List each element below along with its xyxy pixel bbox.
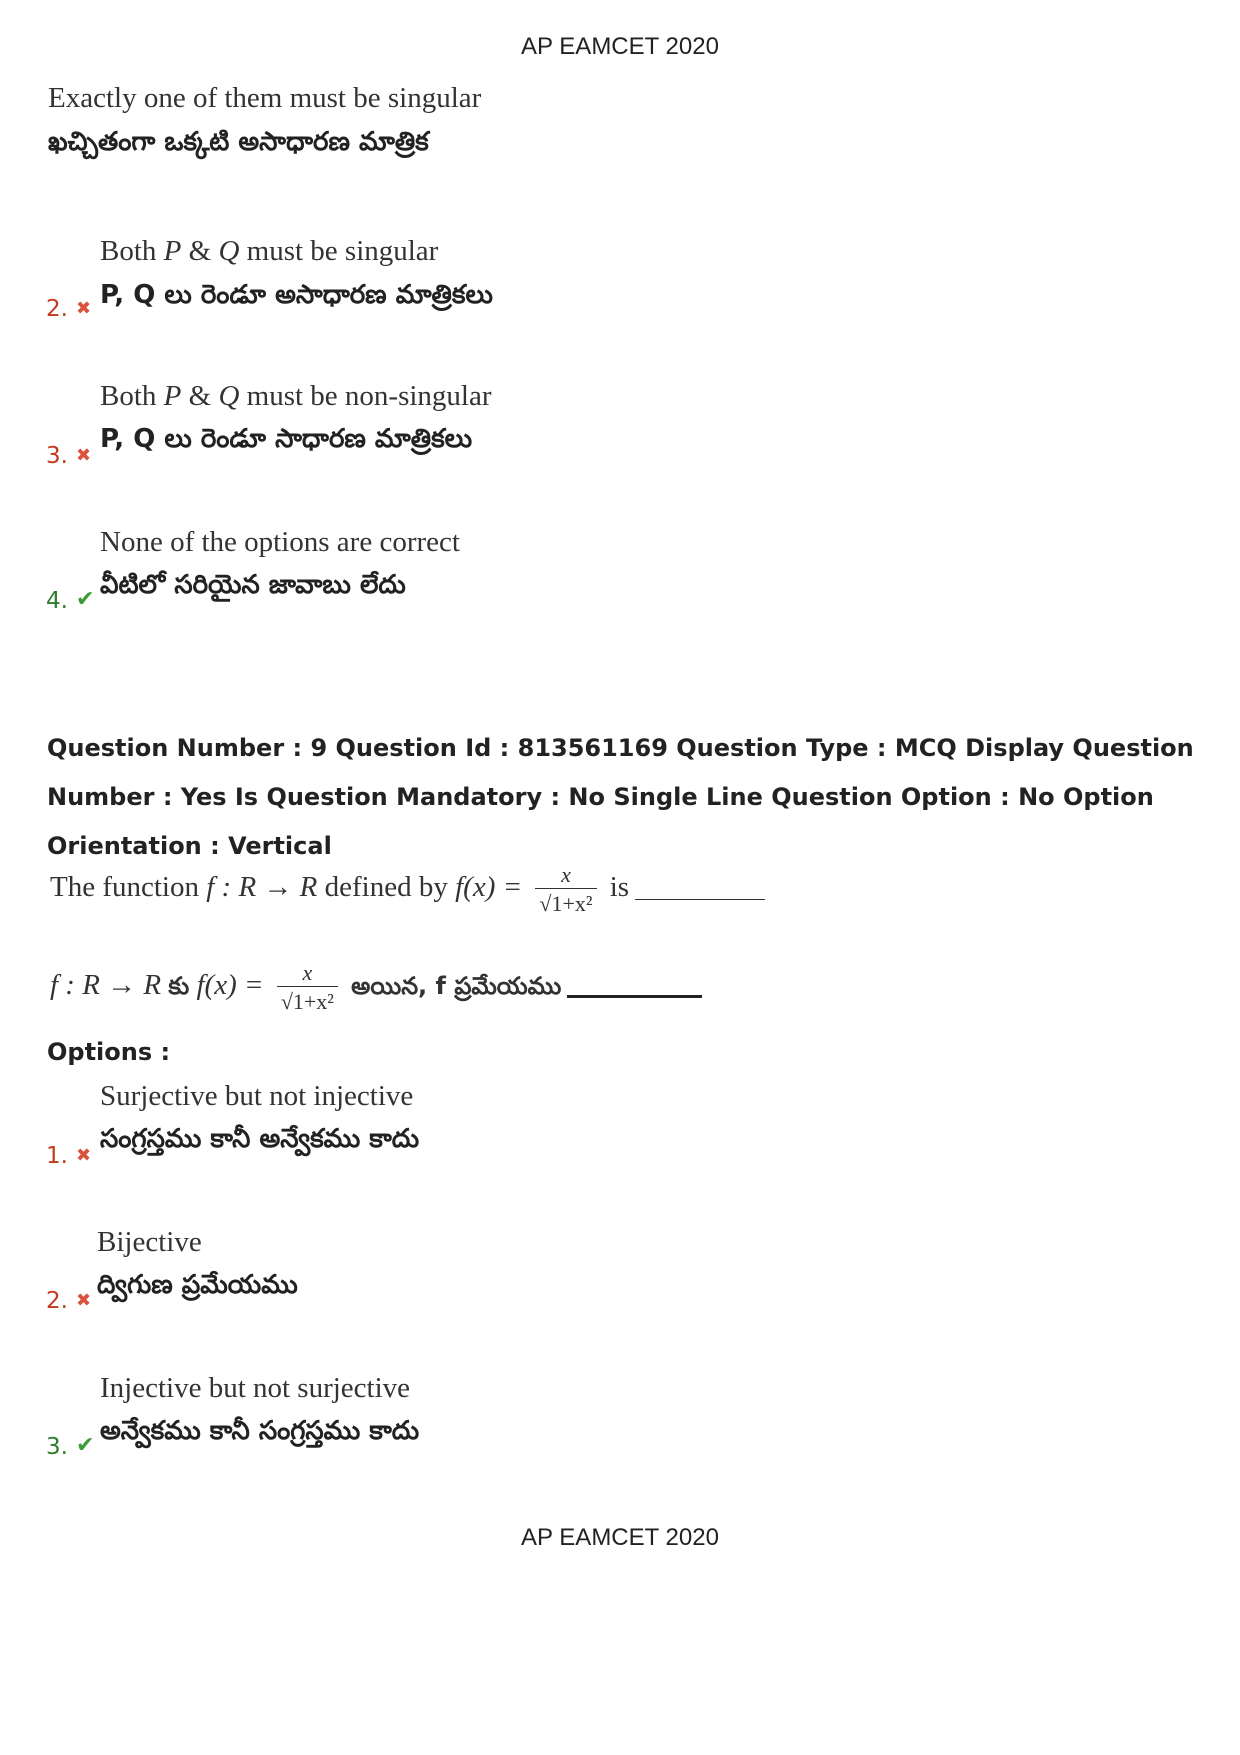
answer-blank (635, 899, 765, 900)
option-number: 2. (46, 296, 68, 322)
option-3-en: Injective but not surjective (100, 1372, 411, 1404)
question-fx: f(x) = (455, 871, 523, 904)
prev-option-2-en: Both P & Q must be singular (100, 235, 439, 267)
cross-icon: ✖ (75, 298, 92, 319)
prev-option-4-en: None of the options are correct (100, 526, 460, 558)
question-text-te (50, 960, 702, 1015)
option-1-number (46, 1143, 91, 1169)
question-defined: defined by (324, 871, 448, 904)
prev-option-text-en: Exactly one of them must be singular (48, 82, 482, 114)
option-number: 1. (46, 1143, 68, 1169)
prev-option-2-te: P, Q లు రెండూ అసాధారణ మాత్రికలు (100, 280, 493, 310)
option-number: 3. (46, 443, 68, 469)
question-map: f : R → R (206, 871, 318, 904)
prev-option-3-te: P, Q లు రెండూ సాధారణ మాత్రికలు (100, 424, 473, 454)
prev-option-4-te: వీటిలో సరియైన జావాబు లేదు (100, 570, 406, 600)
check-icon: ✔ (75, 587, 95, 612)
option-number: 3. (46, 1434, 68, 1460)
prev-option-2-number (46, 296, 91, 322)
fraction-numerator: x (561, 862, 571, 887)
option-number: 4. (46, 588, 68, 614)
prev-option-4-number (46, 587, 94, 614)
fraction (535, 862, 596, 917)
option-2-number (46, 1288, 91, 1314)
options-label: Options : (47, 1038, 171, 1066)
page-header: AP EAMCET 2020 (521, 33, 719, 60)
question-suffix-te: అయిన, f ప్రమేయము (351, 972, 562, 1001)
question-text-prefix: The function (50, 871, 199, 904)
cross-icon: ✖ (75, 445, 92, 466)
option-1-te: సంగ్రస్తము కానీ అన్వేకము కాదు (100, 1124, 420, 1154)
prev-option-3-number (46, 443, 91, 469)
page-footer: AP EAMCET 2020 (521, 1524, 719, 1551)
fraction-numerator-te: x (302, 960, 313, 985)
cross-icon: ✖ (75, 1145, 92, 1166)
option-1-en: Surjective but not injective (100, 1080, 414, 1112)
fraction-denominator-te: √1+x² (277, 986, 338, 1015)
option-3-te: అన్వేకము కానీ సంగ్రస్తము కాదు (100, 1416, 420, 1446)
check-icon: ✔ (75, 1433, 95, 1458)
question-meta: Question Number : 9 Question Id : 813561169 Question Type : MCQ Display Question Number : Yes Is Question Mandatory : No Single Line Question Option : No Option Orientation : Vertical (47, 734, 1194, 860)
option-3-number (46, 1433, 94, 1460)
question-map-te: f : R → R (50, 969, 162, 1002)
question-suffix: is (609, 871, 630, 904)
question-ku: కు (168, 972, 190, 1001)
prev-option-text-te: ఖచ్చితంగా ఒక్కటి అసాధారణ మాత్రిక (48, 127, 429, 157)
fraction-te (277, 960, 338, 1015)
fraction-denominator: √1+x² (535, 888, 596, 917)
cross-icon: ✖ (75, 1290, 92, 1311)
option-2-en: Bijective (97, 1226, 202, 1258)
option-number: 2. (46, 1288, 68, 1314)
question-fx-te: f(x) = (196, 969, 264, 1002)
prev-option-3-en: Both P & Q must be non-singular (100, 380, 492, 412)
question-text-en (50, 862, 765, 917)
option-2-te: ద్విగుణ ప్రమేయము (97, 1270, 298, 1300)
answer-blank-te (567, 995, 702, 998)
